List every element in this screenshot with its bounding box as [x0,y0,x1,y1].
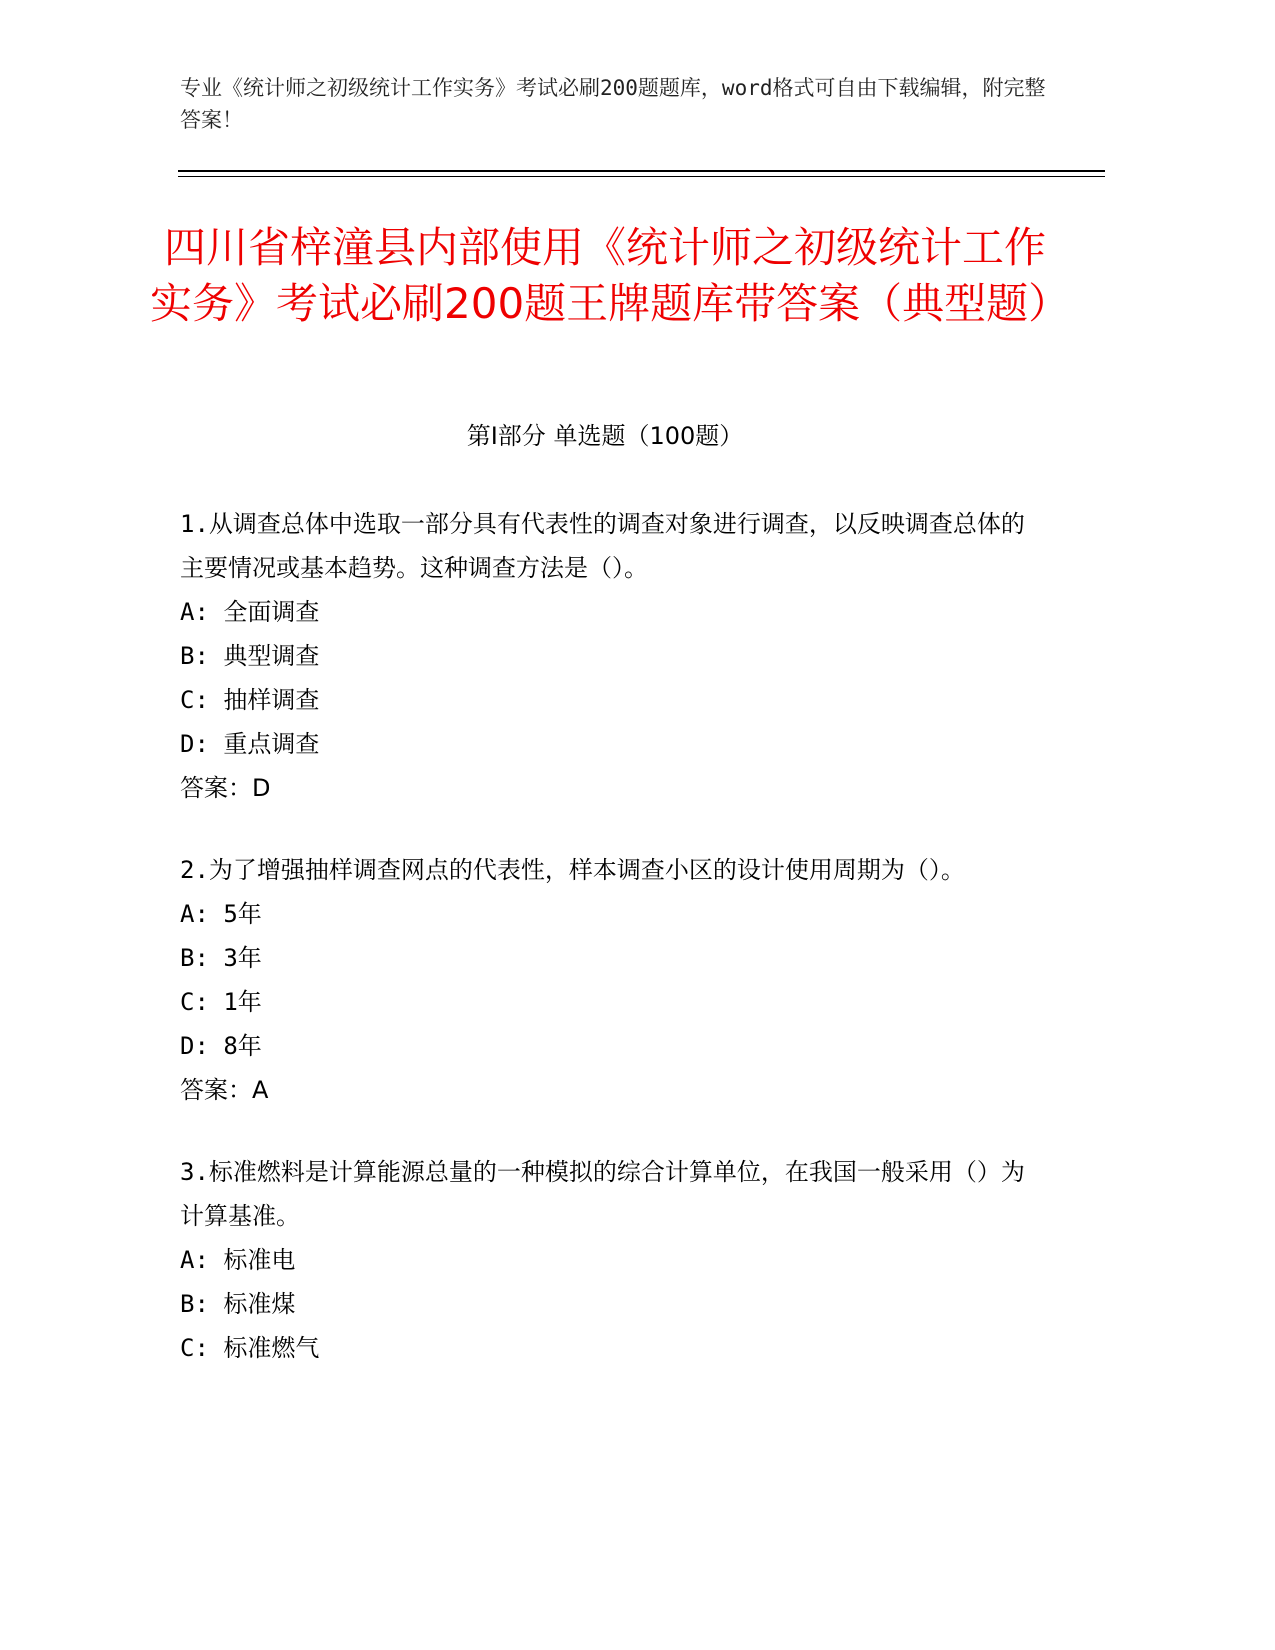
question-3 [180,1150,1030,1370]
question-1 [180,502,1030,810]
answer: 答案：D [180,774,271,802]
question-stem: 2.为了增强抽样调查网点的代表性，样本调查小区的设计使用周期为（）。 [180,856,965,884]
question-2 [180,848,1030,1112]
option-c: C: 抽样调查 [180,686,320,714]
answer: 答案：A [180,1076,269,1104]
question-stem: 3.标准燃料是计算能源总量的一种模拟的综合计算单位，在我国一般采用（）为计算基准。 [180,1158,1025,1230]
option-a: A: 全面调查 [180,598,320,626]
option-b: B: 标准煤 [180,1290,296,1318]
question-stem: 1.从调查总体中选取一部分具有代表性的调查对象进行调查，以反映调查总体的主要情况或基本趋势。这种调查方法是（）。 [180,510,1025,582]
option-a: A: 标准电 [180,1246,296,1274]
document-title: 四川省梓潼县内部使用《统计师之初级统计工作实务》考试必刷200题王牌题库带答案（典型题） [150,223,1071,328]
option-c: C: 1年 [180,988,262,1016]
header-divider-thick [178,170,1105,172]
option-b: B: 3年 [180,944,262,972]
option-c: C: 标准燃气 [180,1334,320,1362]
option-d: D: 8年 [180,1032,262,1060]
header-note: 专业《统计师之初级统计工作实务》考试必刷200题题库，word格式可自由下载编辑，附完整答案！ [180,76,1046,132]
option-d: D: 重点调查 [180,730,320,758]
header-divider-thin [178,176,1105,177]
question-list [180,502,1030,1408]
section-heading: 第I部分 单选题（100题） [466,422,744,450]
option-a: A: 5年 [180,900,262,928]
option-b: B: 典型调查 [180,642,320,670]
